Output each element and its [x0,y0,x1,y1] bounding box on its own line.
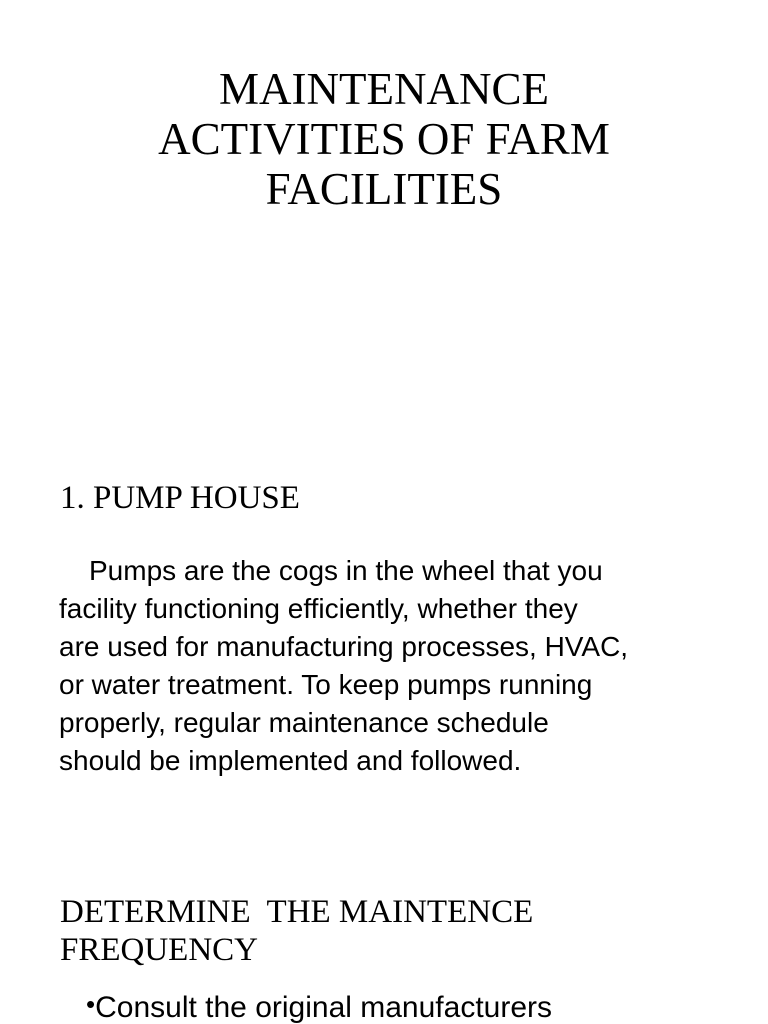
subheading-line: DETERMINE THE MAINTENCE [60,894,534,930]
page-title [0,64,768,214]
list-item [86,984,552,1024]
paragraph-line: should be implemented and followed. [59,745,522,776]
bullet-icon: • [86,989,96,1019]
paragraph-line: are used for manufacturing processes, HVAC, [59,631,629,662]
section-paragraph [59,552,739,780]
paragraph-line: or water treatment. To keep pumps running [59,669,593,700]
title-line: FACILITIES [265,164,503,214]
list-item-text: Consult the original manufacturers [95,991,553,1024]
bullet-list [86,984,552,1024]
paragraph-line: Pumps are the cogs in the wheel that you [89,555,603,586]
paragraph-line: properly, regular maintenance schedule [59,707,549,738]
paragraph-line: facility functioning efficiently, whether they [59,593,578,624]
section-heading: 1. PUMP HOUSE [60,480,300,516]
subsection-heading [60,893,533,969]
title-line: ACTIVITIES OF FARM [158,114,610,164]
subheading-line: FREQUENCY [60,932,259,968]
title-line: MAINTENANCE [219,64,549,114]
